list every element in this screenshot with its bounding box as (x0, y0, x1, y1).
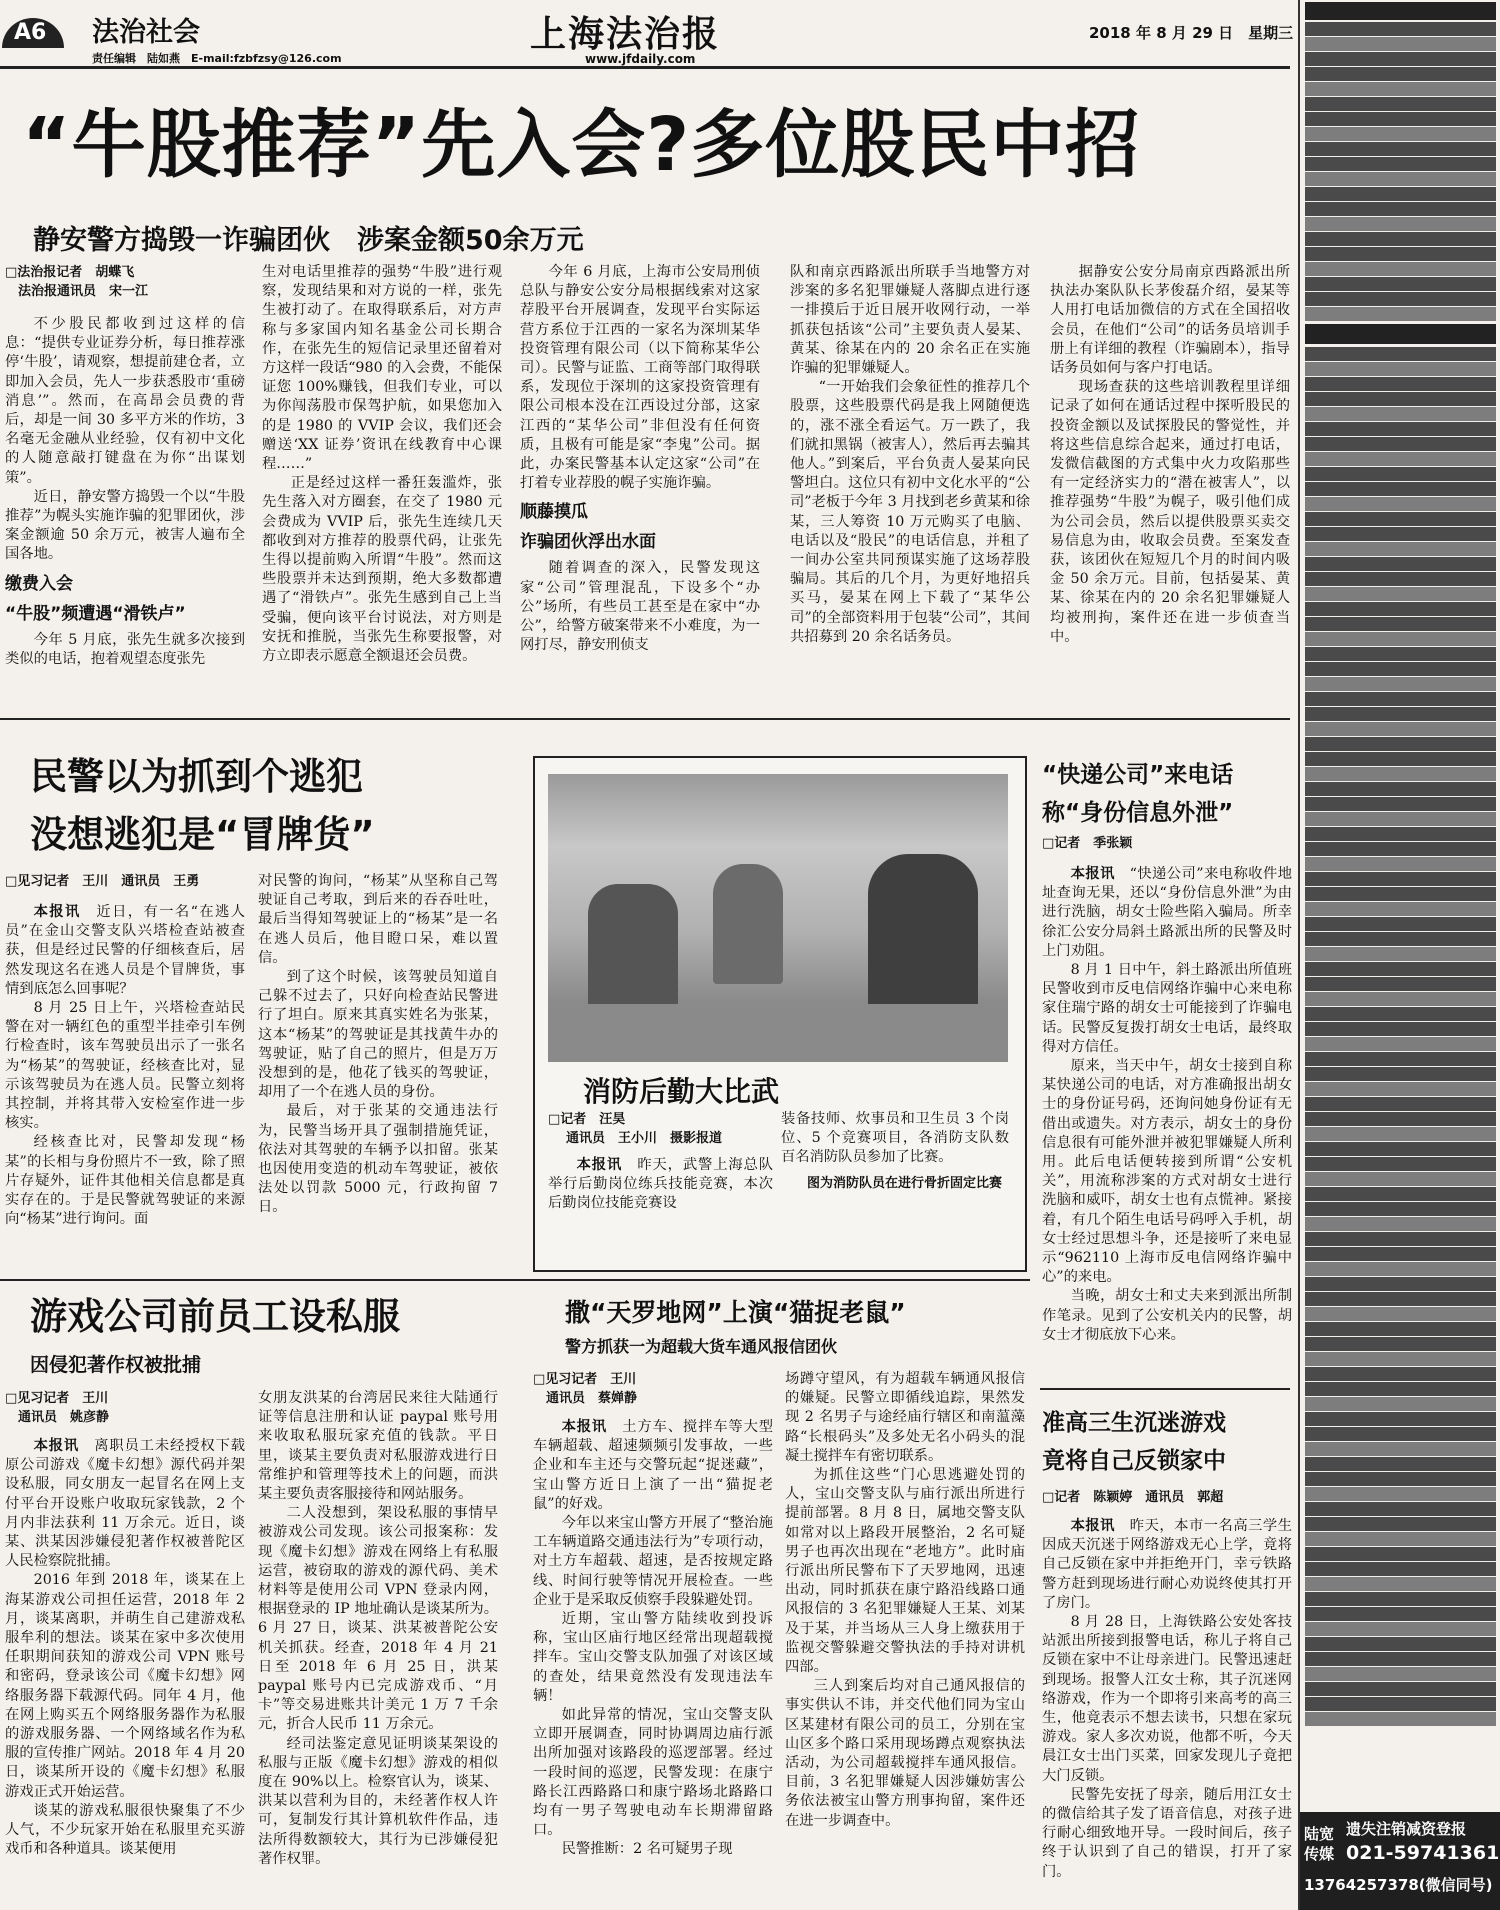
ad-footer-phone: 021-59741361 (1346, 1842, 1500, 1864)
paragraph (5, 903, 245, 999)
paragraph: 如此异常的情况，宝山交警支队立即开展调查，同时协调周边庙行派出所加强对该路段的巡逻部署。经过一段时间的巡逻，民警发现：在康宁路长江西路路口和康宁路场北路路口均有一男子驾驶电动车长期滞留路口。 (533, 1707, 773, 1839)
paragraph: 原来，当天中午，胡女士接到自称某快递公司的电话，对方准确报出胡女士的身份证号码，还询问她身份证有无借出或遗失。对方表示，胡女士的身份信息很有可能外泄并被犯罪嫌疑人所利用。此后电话便转接到所谓“公安机关”，用流称涉案的方式对胡女士进行洗脑和威吓，胡女士也有点慌神。紧接着，有几个陌生电话号码呼入手机，胡女士经过思想斗争，还是接听了来电显示“962110 上海市反电信网络诈骗中心”的来电。 (1042, 1058, 1292, 1286)
classified-ads (1305, 2, 1496, 1810)
ad-line (1305, 542, 1496, 556)
story2-column-1 (5, 872, 245, 1262)
byline: 通讯员 王小川 摄影报道 (566, 1131, 723, 1146)
ad-line (1305, 887, 1496, 901)
ad-line (1305, 82, 1496, 96)
subheading: “牛股”频遭遇“滑铁卢” (5, 603, 186, 624)
ad-line (1305, 407, 1496, 421)
ad-line (1305, 1172, 1496, 1186)
ad-line (1305, 752, 1496, 766)
ad-line (1305, 232, 1496, 246)
ad-line (1305, 1217, 1496, 1231)
photo-box-title: 消防后勤大比武 (583, 1075, 780, 1108)
ad-line (1305, 707, 1496, 721)
paragraph (533, 1418, 773, 1514)
paragraph-text: 昨天，武警上海总队举行后勤岗位练兵技能竞赛，本次后勤岗位技能竞赛设 (548, 1157, 773, 1212)
ad-line (1305, 662, 1496, 676)
paragraph (5, 1437, 245, 1571)
paragraph-text: 离职员工未经授权下载原公司游戏《魔卡幻想》源代码并架设私服，同女朋友一起冒名在网上支付平台开设账户收取玩家钱款，2 个月内非法获利 11 万余元。近日，谈某、洪某因涉嫌侵犯著作权被普陀区人民检察院批捕。 (5, 1438, 245, 1570)
section-title: 法治社会 (92, 17, 200, 48)
paragraph: 民警先安抚了母亲，随后用江女士的微信给其子发了语音信息，对孩子进行耐心细致地开导。一段时间后，孩子终于认识到了自己的错误，打开了家门。 (1042, 1786, 1292, 1880)
ad-line (1305, 1052, 1496, 1066)
headline-line: “快递公司”来电话 (1042, 762, 1234, 788)
ad-block (1305, 22, 1496, 321)
ad-line (1305, 767, 1496, 781)
ad-line (1305, 497, 1496, 511)
paragraph: 队和南京西路派出所联手当地警方对涉案的多名犯罪嫌疑人落脚点进行逐一排摸后于近日展开收网行动，一举抓获包括该“公司”主要负责人晏某、黄某、徐某在内的 20 余名正在实施诈骗的犯罪嫌疑人。 (790, 264, 1030, 377)
ad-line (1305, 842, 1496, 856)
ad-line (1305, 557, 1496, 571)
ad-line (1305, 1142, 1496, 1156)
ad-line (1305, 737, 1496, 751)
ad-line (1305, 1517, 1496, 1531)
story3-headline (1042, 756, 1233, 832)
lead-column-1 (5, 263, 245, 708)
byline: □记者 陈颖婷 通讯员 郭超 (1042, 1490, 1224, 1505)
paragraph: 今年 5 月底，张先生就多次接到类似的电话，抱着观望态度张先 (5, 631, 245, 667)
story2-headline (30, 748, 375, 864)
ad-line (1305, 1592, 1496, 1606)
ad-line (1305, 947, 1496, 961)
ad-line (1305, 977, 1496, 991)
lead-tag: 本报讯 (33, 904, 81, 920)
editor-line: 责任编辑 陆如燕 E-mail:fzbfzsy@126.com (92, 52, 342, 65)
ad-line (1305, 1082, 1496, 1096)
ad-line (1305, 1247, 1496, 1261)
ad-line (1305, 902, 1496, 916)
ad-line (1305, 1622, 1496, 1636)
ad-column-divider (1298, 0, 1300, 1910)
ad-line (1305, 187, 1496, 201)
paragraph: 二人没想到，架设私服的事情早被游戏公司发现。该公司报案称：发现《魔卡幻想》游戏在网络上有私服运营，被窃取的游戏的源代码、美术材料等是使用公司 VPN 登录内网，根据登录的 IP 地址确认是谈某所为。6 月 27 日，谈某、洪某被普陀公安机关抓获。经查，2018 年 4 月 21 日至 2018 年 6 月 25 日，洪某 paypal 账号内已完成游戏币、“月卡”等交易进账共计美元 1 万 7 千余元，折合人民币 11 万余元。 (258, 1505, 498, 1733)
ad-line (1305, 932, 1496, 946)
ad-line (1305, 1037, 1496, 1051)
ad-line (1305, 392, 1496, 406)
paragraph: 今年 6 月底，上海市公安局刑侦总队与静安公安分局根据线索对这家荐股平台开展调查，发现平台实际运营方系位于江西的一家名为深圳某华投资管理有限公司（以下简称某华公司）。民警与证监、工商等部门取得联系，发现位于深圳的这家投资管理有限公司根本没在江西设过分部，这家江西的“某华公司”非但没有任何资质，且极有可能是家“李鬼”公司。据此，办案民警基本认定这家“公司”在打着专业荐股的幌子实施诈骗。 (520, 264, 760, 492)
lead-column-3 (520, 263, 760, 708)
ad-line (1305, 1007, 1496, 1021)
paragraph (1042, 1517, 1292, 1613)
lead-column-2 (262, 263, 502, 708)
byline: □见习记者 王川 通讯员 王勇 (5, 874, 200, 889)
story5-column-2 (785, 1370, 1025, 1905)
headline-line: 没想逃犯是“冒牌货” (30, 813, 375, 856)
ad-line (1305, 1112, 1496, 1126)
ad-line (1305, 782, 1496, 796)
lead-column-4 (790, 263, 1030, 708)
ad-line (1305, 277, 1496, 291)
lead-byline-2: 法治报通讯员 宋一江 (5, 284, 149, 299)
ad-line (1305, 602, 1496, 616)
divider (0, 718, 1290, 720)
story4-column-2 (258, 1389, 498, 1904)
story6-headline (1042, 1404, 1226, 1480)
paragraph: 最后，对于张某的交通违法行为，民警当场开具了强制措施凭证，依法对其驾驶的车辆予以扣留。张某也因使用变造的机动车驾驶证，被依法处以罚款 5000 元，行政拘留 7 日。 (258, 1103, 498, 1216)
page-number: A6 (14, 20, 47, 45)
divider (0, 1279, 1030, 1281)
ad-header-block (1305, 2, 1496, 20)
ad-line (1305, 292, 1496, 306)
ad-footer-tag: 陆宽传媒 (1304, 1825, 1335, 1863)
ad-line (1305, 307, 1496, 321)
paragraph: 女朋友洪某的台湾居民来往大陆通行证等信息注册和认证 paypal 账号用来收取私服玩家充值的钱款。平日里，谈某主要负责对私服游戏进行日常维护和管理等技术上的问题，而洪某主要负责客服接待和网站服务。 (258, 1390, 498, 1503)
ad-line (1305, 812, 1496, 826)
ad-line (1305, 1712, 1496, 1726)
ad-line (1305, 172, 1496, 186)
ad-line (1305, 527, 1496, 541)
paragraph: 场蹲守望风，有为超载车辆通风报信的嫌疑。民警立即循线追踪，果然发现 2 名男子与途经庙行辖区和南蕰藻路“长根码头”及多处无名小码头的混凝土搅拌车有密切联系。 (785, 1371, 1025, 1464)
lead-tag: 本报讯 (576, 1157, 623, 1173)
photo-text-right (781, 1110, 1009, 1260)
ad-line (1305, 692, 1496, 706)
lead-byline: □法治报记者 胡蝶飞 (5, 265, 135, 280)
ad-line (1305, 22, 1496, 36)
photo-figure (713, 864, 783, 984)
ad-line (1305, 142, 1496, 156)
ad-line (1305, 1472, 1496, 1486)
ad-line (1305, 482, 1496, 496)
paragraph (548, 1156, 773, 1214)
paragraph-text: 土方车、搅拌车等大型车辆超载、超速频频引发事故，一些企业和车主还与交警玩起“捉迷藏”，宝山警方近日上演了一出“猫捉老鼠”的好戏。 (533, 1419, 773, 1512)
ad-line (1305, 722, 1496, 736)
subheading: 顺藤摸瓜 (520, 502, 588, 523)
ad-line (1305, 1307, 1496, 1321)
headline-line: 竟将自己反锁家中 (1042, 1448, 1226, 1474)
ad-line (1305, 202, 1496, 216)
ad-line (1305, 1322, 1496, 1336)
paragraph-text: 昨天，本市一名高三学生因成天沉迷于网络游戏无心上学，竟将自己反锁在家中并拒绝开门，幸亏铁路警方赶到现场进行耐心劝说终使其打开了房门。 (1042, 1518, 1292, 1611)
ad-line (1305, 1562, 1496, 1576)
ad-line (1305, 1232, 1496, 1246)
ad-line (1305, 452, 1496, 466)
ad-line (1305, 37, 1496, 51)
paragraph: 据静安公安分局南京西路派出所执法办案队队长茅俊磊介绍，晏某等人用打电话加微信的方式在全国招收会员，在他们“公司”的话务员培训手册上有详细的教程（诈骗剧本），指导话务员如何与客户打电话。 (1050, 264, 1290, 377)
paragraph (1042, 865, 1292, 961)
ad-line (1305, 872, 1496, 886)
ad-line (1305, 617, 1496, 631)
ad-line (1305, 1577, 1496, 1591)
lead-tag: 本报讯 (1070, 1518, 1115, 1534)
ad-line (1305, 52, 1496, 66)
ad-line (1305, 572, 1496, 586)
ad-line (1305, 512, 1496, 526)
ad-line (1305, 247, 1496, 261)
ad-block (1305, 347, 1496, 1726)
ad-footer (1300, 1812, 1500, 1910)
paragraph: 对民警的询问，“杨某”从坚称自己驾驶证自己考取，到后来的吞吞吐吐，最后当得知驾驶证上的“杨某”是一名在逃人员后，他目瞪口呆，难以置信。 (258, 873, 498, 966)
paragraph: 近期，宝山警方陆续收到投诉称，宝山区庙行地区经常出现超载搅拌车。宝山交警支队加强了对该区域的查处，结果竟然没有发现违法车辆！ (533, 1611, 773, 1704)
paragraph: 今年以来宝山警方开展了“整治施工车辆道路交通违法行为”专项行动，对土方车超载、超速，是否按规定路线、时间行驶等情况开展检查。一些企业于是采取反侦察手段躲避处罚。 (533, 1515, 773, 1608)
paragraph: 2016 年到 2018 年，谈某在上海某游戏公司担任运营，2018 年 2 月，谈某离职，并萌生自己建游戏私服牟利的想法。谈某在家中多次使用任职期间获知的游戏公司 VPN 账号和密码，登录该公司《魔卡幻想》网络服务器下载源代码。同年 4 月，他在网上购买五个网络服务器作为私服的游戏服务器、一个网络域名作为私服的宣传推广网站。2018 年 4 月 20 日，谈某所开设的《魔卡幻想》私服游戏正式开始运营。 (5, 1572, 245, 1800)
paragraph-text: 近日，有一名“在逃人员”在金山交警支队兴塔检查站被查获，但是经过民警的仔细核查后，居然发现这名在逃人员是个冒牌货，事情到底怎么回事呢？ (5, 904, 245, 997)
ad-line (1305, 1667, 1496, 1681)
ad-line (1305, 917, 1496, 931)
ad-line (1305, 362, 1496, 376)
ad-line (1305, 1652, 1496, 1666)
ad-line (1305, 1532, 1496, 1546)
paragraph: 民警推断：2 名可疑男子现 (561, 1841, 733, 1858)
photo (548, 774, 1008, 1062)
ad-line (1305, 1382, 1496, 1396)
paragraph: 生对电话里推荐的强势“牛股”进行观察，发现结果和对方说的一样，张先生被打动了。在取得联系后，对方声称与多家国内知名基金公司长期合作，在张先生的短信记录里还留着对方这样一段话“980 的入会费，不能保证您 100%赚钱，但我们专业，可以为你闯荡股市保驾护航，如果您加入的是 1980 的 VVIP 会议，我们还会赠送‘XX 证券’资讯在线教育中心课程……” (262, 264, 502, 473)
ad-line (1305, 1187, 1496, 1201)
headline-line: 民警以为抓到个逃犯 (30, 755, 363, 798)
subheading: 缴费入会 (5, 573, 73, 594)
ad-line (1305, 1277, 1496, 1291)
story4-column-1 (5, 1389, 245, 1904)
ad-line (1305, 157, 1496, 171)
story4-headline: 游戏公司前员工设私服 (30, 1295, 400, 1338)
ad-line (1305, 827, 1496, 841)
website: www.jfdaily.com (585, 52, 696, 66)
ad-line (1305, 1022, 1496, 1036)
ad-footer-text: 遗失注销减资登报 (1346, 1820, 1467, 1838)
ad-line (1305, 1607, 1496, 1621)
issue-date: 2018 年 8 月 29 日 星期三 (1089, 24, 1294, 42)
story5-column-1 (533, 1370, 773, 1905)
ad-line (1305, 1487, 1496, 1501)
ad-line (1305, 1547, 1496, 1561)
lead-headline: “牛股推荐”先入会?多位股民中招 (22, 102, 1141, 188)
ad-line (1305, 1427, 1496, 1441)
paragraph: 为抓住这些“门心思逃避处罚的人，宝山交警支队与庙行派出所进行提前部署。8 月 8 日，属地交警支队如常对以上路段开展整治，2 名可疑男子也再次出现在“老地方”。此时庙行派出所民警布下了天罗地网，迅速出动，同时抓获在康宁路沿线路口通风报信的 3 名犯罪嫌疑人王某、刘某及于某，并当场从三人身上缴获用于监视交警躲避交警执法的手持对讲机四部。 (785, 1467, 1025, 1676)
lead-tag: 本报讯 (1070, 866, 1115, 882)
ad-line (1305, 97, 1496, 111)
story3-column (1042, 834, 1292, 1376)
paragraph: 经核查比对，民警却发现“杨某”的长相与身份照片不一致，除了照片存疑外，证件其他相关信息都是真实存在的。于是民警就驾驶证的来源向“杨某”进行询问。面 (5, 1134, 245, 1228)
byline: □见习记者 王川 (533, 1372, 637, 1387)
byline: 通讯员 蔡婵静 (533, 1391, 638, 1406)
paragraph: 近日，静安警方捣毁一个以“牛股推荐”为幌头实施诈骗的犯罪团伙，涉案金额逾 50 余万元，被害人遍布全国各地。 (5, 488, 245, 563)
photo-caption: 图为消防队员在进行骨折固定比赛 (807, 1175, 1003, 1191)
story5-subhead: 警方抓获一为超载大货车通风报信团伙 (565, 1337, 838, 1356)
paragraph: 不少股民都收到过这样的信息：“提供专业证券分析，每日推荐涨停‘牛股’，请观察，想提前建仓者，立即加入会员，先人一步获悉股市‘重磅消息’”。然而，在高昂会员费的背后，却是一间 30 多平方米的作坊，3 名毫无金融从业经验，仅有初中文化的人随意敲打键盘在为你“出谋划策”。 (5, 316, 245, 486)
paragraph: “一开始我们会象征性的推荐几个股票，这些股票代码是我上网随便选的，涨不涨全看运气。万一跌了，我们就扣黑锅（被害人），然后再去骗其他人。”到案后，平台负责人晏某向民警坦白。这位只有初中文化水平的“公司”老板于今年 3 月找到老乡黄某和徐某，三人筹资 10 万元购买了电脑、电话以及“股民”的电话信息，并租了一间办公室共同预谋实施了这场荐股骗局。其后的几个月，为更好地招兵买马，晏某在网上下载了“某华公司”的全部资料用于包装“公司”，其间共招募到 20 余名话务员。 (790, 379, 1030, 645)
ad-line (1305, 127, 1496, 141)
ad-footer-phone-2: 13764257378(微信同号) (1304, 1876, 1493, 1894)
story4-subhead: 因侵犯著作权被批捕 (30, 1354, 202, 1376)
paragraph: 装备技师、炊事员和卫生员 3 个岗位、5 个竞赛项目，各消防支队数百名消防队员参加了比赛。 (781, 1111, 1009, 1166)
ad-line (1305, 112, 1496, 126)
ad-line (1305, 587, 1496, 601)
ad-line (1305, 1412, 1496, 1426)
paragraph-text: “快递公司”来电称收件地址查询无果，还以“身份信息外泄”为由进行洗脑，胡女士险些陷入骗局。所幸徐汇公安分局斜土路派出所的民警及时上门劝阻。 (1042, 866, 1292, 959)
ad-line (1305, 1067, 1496, 1081)
ad-line (1305, 467, 1496, 481)
lead-tag: 本报讯 (561, 1419, 608, 1435)
paragraph: 8 月 25 日上午，兴塔检查站民警在对一辆红色的重型半挂牵引车例行检查时，该车驾驶员出示了一张名为“杨某”的驾驶证，经核查比对，显示该驾驶员为在逃人员。民警立刻将其控制，并将其带入安检室作进一步核实。 (5, 1000, 245, 1132)
ad-line (1305, 1397, 1496, 1411)
ad-line (1305, 797, 1496, 811)
photo-floor (548, 1004, 1008, 1062)
ad-line (1305, 677, 1496, 691)
ad-line (1305, 1442, 1496, 1456)
ad-line (1305, 992, 1496, 1006)
ad-line (1305, 1262, 1496, 1276)
paragraph: 谈某的游戏私服很快聚集了不少人气，不少玩家开始在私服里充买游戏币和各种道具。谈某便用 (5, 1802, 245, 1858)
ad-line (1305, 857, 1496, 871)
paragraph: 经司法鉴定意见证明谈某架设的私服与正版《魔卡幻想》游戏的相似度在 90%以上。检察官认为，谈某、洪某以营利为目的，未经著作权人许可，复制发行其计算机软件作品，违法所得数额较大，其行为已涉嫌侵犯著作权罪。 (258, 1735, 498, 1867)
paper-name: 上海法治报 (530, 13, 721, 55)
lead-column-5 (1050, 263, 1290, 708)
lead-subhead: 静安警方捣毁一诈骗团伙 涉案金额50余万元 (33, 225, 584, 256)
paragraph: 8 月 28 日，上海铁路公安处客技站派出所接到报警电话，称儿子将自己反锁在家中不让母亲进门。民警迅速赶到现场。报警人江女士称，其子沉迷网络游戏，作为一个即将引来高考的高三生，他竟表示不想去读书，只想在家玩游戏。家人多次劝说，他都不听，今天晨江女士出门买菜，回家发现儿子竟把大门反锁。 (1042, 1614, 1292, 1784)
ad-line (1305, 1697, 1496, 1711)
ad-line (1305, 1367, 1496, 1381)
photo-text-left (548, 1110, 773, 1260)
ad-line (1305, 1682, 1496, 1696)
ad-line (1305, 262, 1496, 276)
ad-line (1305, 217, 1496, 231)
ad-line (1305, 1502, 1496, 1516)
byline: □记者 季张颖 (1042, 836, 1133, 851)
divider (1040, 1388, 1290, 1390)
byline: 通讯员 姚彦静 (5, 1410, 110, 1425)
ad-line (1305, 647, 1496, 661)
headline-line: 称“身份信息外泄” (1042, 800, 1234, 826)
byline: □记者 汪昊 (548, 1112, 626, 1127)
paragraph: 随着调查的深入，民警发现这家“公司”管理混乱，下设多个“办公”场所，有些员工甚至是在家中“办公”，给警方破案带来不小难度，为一网打尽，静安刑侦支 (520, 560, 760, 654)
ad-line (1305, 1352, 1496, 1366)
paragraph: 当晚，胡女士和丈夫来到派出所制作笔录。见到了公安机关内的民警，胡女士才彻底放下心来。 (1042, 1288, 1292, 1343)
ad-line (1305, 347, 1496, 361)
ad-line (1305, 1337, 1496, 1351)
ad-line (1305, 1457, 1496, 1471)
subheading: 诈骗团伙浮出水面 (520, 532, 656, 553)
ad-line (1305, 1157, 1496, 1171)
paragraph: 到了这个时候，该驾驶员知道自己躲不过去了，只好向检查站民警进行了坦白。原来其真实姓名为张某，这本“杨某”的驾驶证是其找黄牛办的驾驶证，贴了自己的照片，但是万万没想到的是，他花了钱买的驾驶证，却用了一个在逃人员的身份。 (258, 969, 498, 1101)
ad-line (1305, 1127, 1496, 1141)
story5-headline: 撒“天罗地网”上演“猫捉老鼠” (565, 1298, 906, 1327)
ad-line (1305, 437, 1496, 451)
ad-line (1305, 1292, 1496, 1306)
ad-line (1305, 377, 1496, 391)
paragraph: 现场查获的这些培训教程里详细记录了如何在通话过程中探听股民的投资金额以及试探股民的警觉性，并将这些信息综合起来，通过打电话，发微信截图的方式集中火力攻陷那些有一定经济实力的“潜在被害人”，以推荐强势“牛股”为幌子，吸引他们成为公司会员，然后以提供股票买卖交易信息为由，收取会员费。至案发查获，该团伙在短短几个月的时间内吸金 50 余万元。目前，包括晏某、黄某、徐某在内的 20 余名犯罪嫌疑人均被刑拘，案件还在进一步侦查当中。 (1050, 379, 1290, 645)
ad-line (1305, 1637, 1496, 1651)
ad-header-block (1305, 324, 1496, 344)
lead-tag: 本报讯 (33, 1438, 80, 1454)
ad-line (1305, 1202, 1496, 1216)
paragraph: 8 月 1 日中午，斜土路派出所值班民警收到市反电信网络诈骗中心来电称家住瑞宁路的胡女士可能接到了诈骗电话。民警反复拨打胡女士电话，最终取得对方信任。 (1042, 962, 1292, 1055)
story2-column-2 (258, 872, 498, 1262)
masthead-rule (0, 66, 1290, 69)
ad-line (1305, 1097, 1496, 1111)
headline-line: 准高三生沉迷游戏 (1042, 1410, 1226, 1436)
ad-line (1305, 962, 1496, 976)
ad-line (1305, 67, 1496, 81)
byline: □见习记者 王川 (5, 1391, 109, 1406)
paragraph: 正是经过这样一番狂轰滥炸，张先生落入对方圈套，在交了 1980 元会费成为 VVIP 后，张先生连续几天都收到对方推荐的股票代码，让张先生得以提前购入所谓“牛股”。然而这些股票并未达到预期，绝大多数都遭遇了“滑铁卢”。张先生感到自己上当受骗，便向该平台讨说法，对方则是安抚和推脱，当张先生称要报警，对方立即表示愿意全额退还会员费。 (262, 475, 502, 665)
ad-line (1305, 632, 1496, 646)
story6-column (1042, 1488, 1292, 1906)
ad-line (1305, 422, 1496, 436)
paragraph: 三人到案后均对自己通风报信的事实供认不讳，并交代他们同为宝山区某建材有限公司的员工，分别在宝山区多个路口采用现场蹲点观察执法活动，为公司超载搅拌车通风报信。目前，3 名犯罪嫌疑人因涉嫌妨害公务依法被宝山警方刑事拘留，案件还在进一步调查中。 (785, 1678, 1025, 1829)
